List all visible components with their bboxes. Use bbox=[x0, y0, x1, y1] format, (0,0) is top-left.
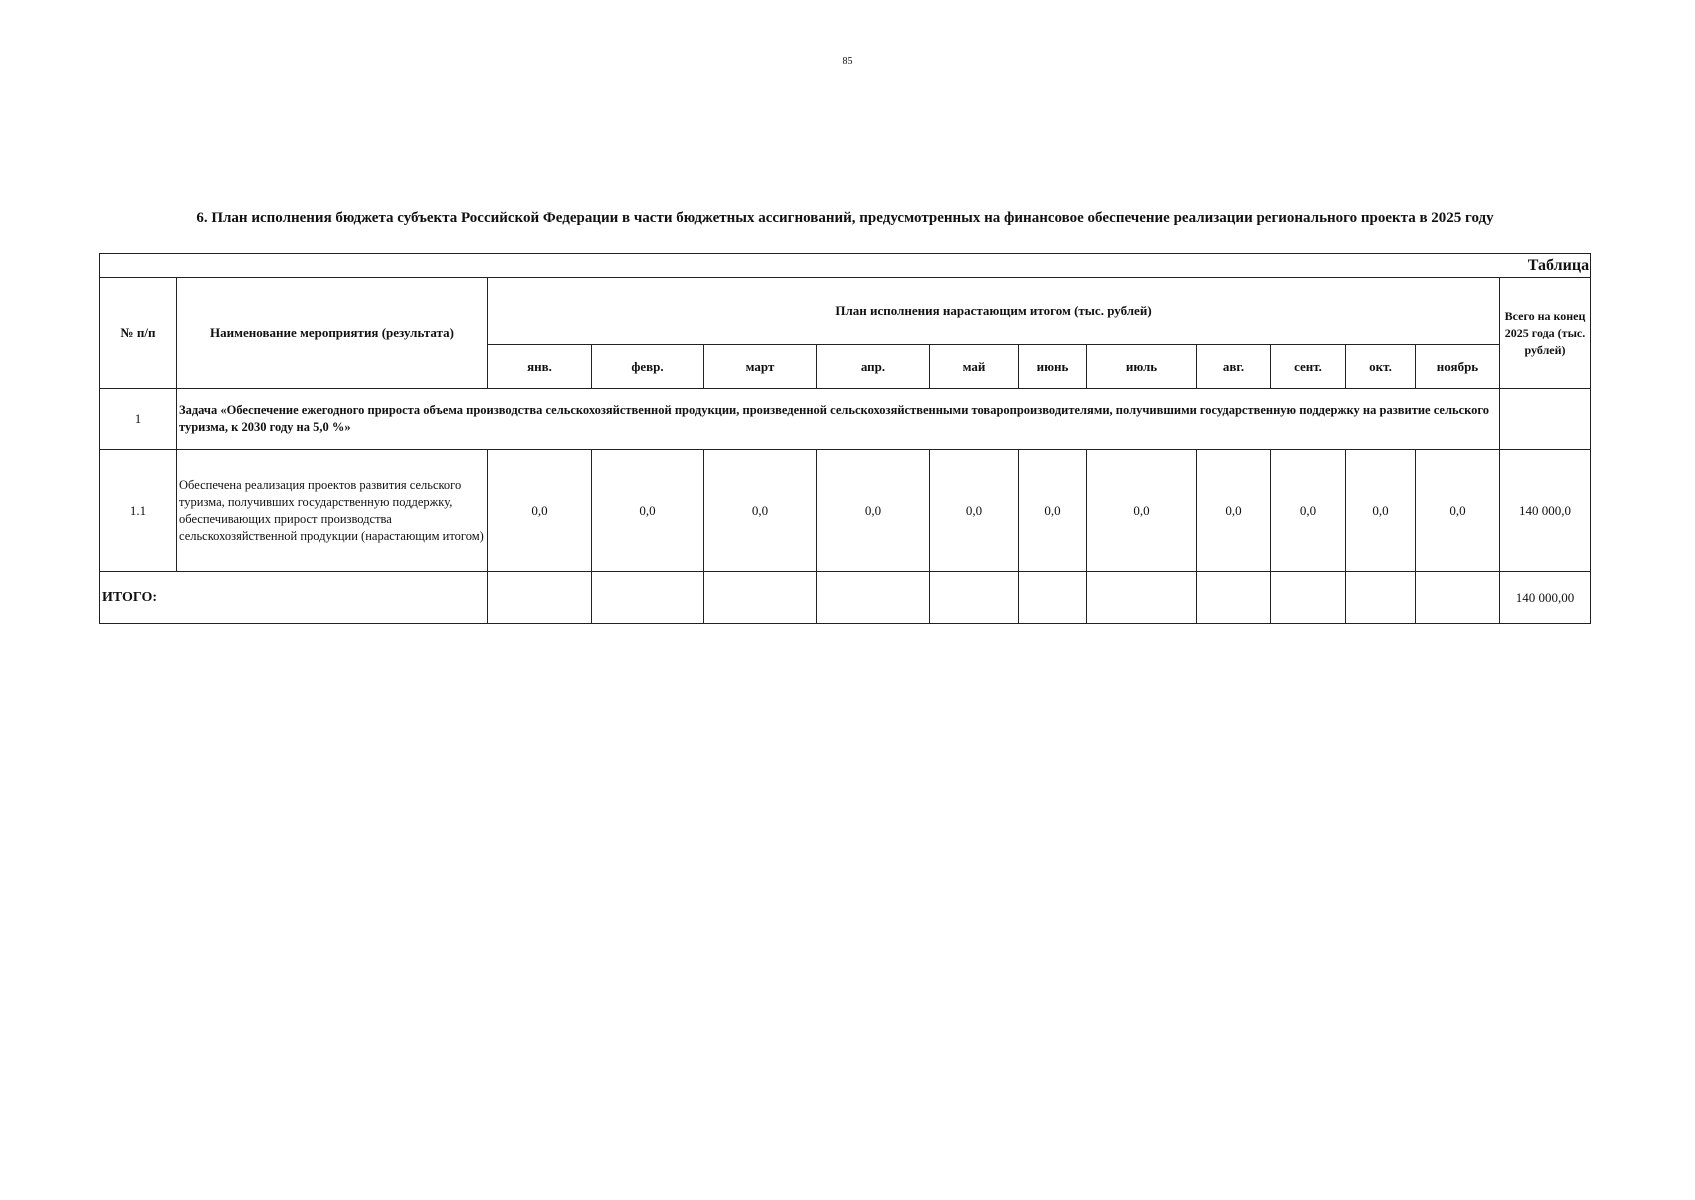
total-empty-cell bbox=[1271, 572, 1346, 624]
header-row-1 bbox=[100, 278, 1591, 345]
month-header: окт. bbox=[1346, 345, 1416, 389]
total-empty-cell bbox=[592, 572, 704, 624]
month-value: 0,0 bbox=[1019, 450, 1087, 572]
total-empty-cell bbox=[1087, 572, 1197, 624]
month-header: февр. bbox=[592, 345, 704, 389]
month-value: 0,0 bbox=[1197, 450, 1271, 572]
total-empty-cell bbox=[817, 572, 930, 624]
month-header: сент. bbox=[1271, 345, 1346, 389]
month-value: 0,0 bbox=[1087, 450, 1197, 572]
total-label: ИТОГО: bbox=[100, 572, 488, 624]
month-value: 0,0 bbox=[817, 450, 930, 572]
total-row bbox=[100, 572, 1591, 624]
event-number: 1.1 bbox=[100, 450, 177, 572]
total-empty-cell bbox=[488, 572, 592, 624]
event-total: 140 000,0 bbox=[1500, 450, 1591, 572]
month-value: 0,0 bbox=[488, 450, 592, 572]
month-value: 0,0 bbox=[1271, 450, 1346, 572]
month-value: 0,0 bbox=[1416, 450, 1500, 572]
month-header: май bbox=[930, 345, 1019, 389]
total-empty-cell bbox=[704, 572, 817, 624]
budget-plan-table bbox=[99, 253, 1591, 624]
month-value: 0,0 bbox=[930, 450, 1019, 572]
total-empty-cell bbox=[1416, 572, 1500, 624]
month-header: авг. bbox=[1197, 345, 1271, 389]
document-title: 6. План исполнения бюджета субъекта Российской Федерации в части бюджетных ассигнований, предусмотренных на финансовое обеспечение реализации регионального проекта в 2025 году bbox=[196, 210, 1494, 226]
month-header: июнь bbox=[1019, 345, 1087, 389]
month-value: 0,0 bbox=[1346, 450, 1416, 572]
table-caption: Таблица bbox=[100, 254, 1591, 278]
month-value: 0,0 bbox=[592, 450, 704, 572]
task-text: Задача «Обеспечение ежегодного прироста объема производства сельскохозяйственной продукции, произведенной сельскохозяйственными товаропроизводителями, получившими государственную поддержку на развитие сельского туризма, к 2030 году на 5,0 %» bbox=[177, 389, 1500, 450]
page-number: 85 bbox=[842, 56, 853, 67]
grand-total: 140 000,00 bbox=[1500, 572, 1591, 624]
total-empty-cell bbox=[1346, 572, 1416, 624]
event-row bbox=[100, 450, 1591, 572]
task-total-cell bbox=[1500, 389, 1591, 450]
total-empty-cell bbox=[930, 572, 1019, 624]
month-header: июль bbox=[1087, 345, 1197, 389]
header-total: Всего на конец 2025 года (тыс. рублей) bbox=[1500, 278, 1591, 389]
total-empty-cell bbox=[1019, 572, 1087, 624]
month-value: 0,0 bbox=[704, 450, 817, 572]
header-plan-group: План исполнения нарастающим итогом (тыс. рублей) bbox=[488, 278, 1500, 345]
month-header: апр. bbox=[817, 345, 930, 389]
total-empty-cell bbox=[1197, 572, 1271, 624]
task-number: 1 bbox=[100, 389, 177, 450]
table-caption-row bbox=[100, 254, 1591, 278]
month-header: ноябрь bbox=[1416, 345, 1500, 389]
month-header: март bbox=[704, 345, 817, 389]
month-header: янв. bbox=[488, 345, 592, 389]
event-name: Обеспечена реализация проектов развития сельского туризма, получивших государственную поддержку, обеспечивающих прирост производства сельскохозяйственной продукции (нарастающим итогом) bbox=[177, 450, 488, 572]
header-name: Наименование мероприятия (результата) bbox=[177, 278, 488, 389]
task-row bbox=[100, 389, 1591, 450]
header-number: № п/п bbox=[100, 278, 177, 389]
